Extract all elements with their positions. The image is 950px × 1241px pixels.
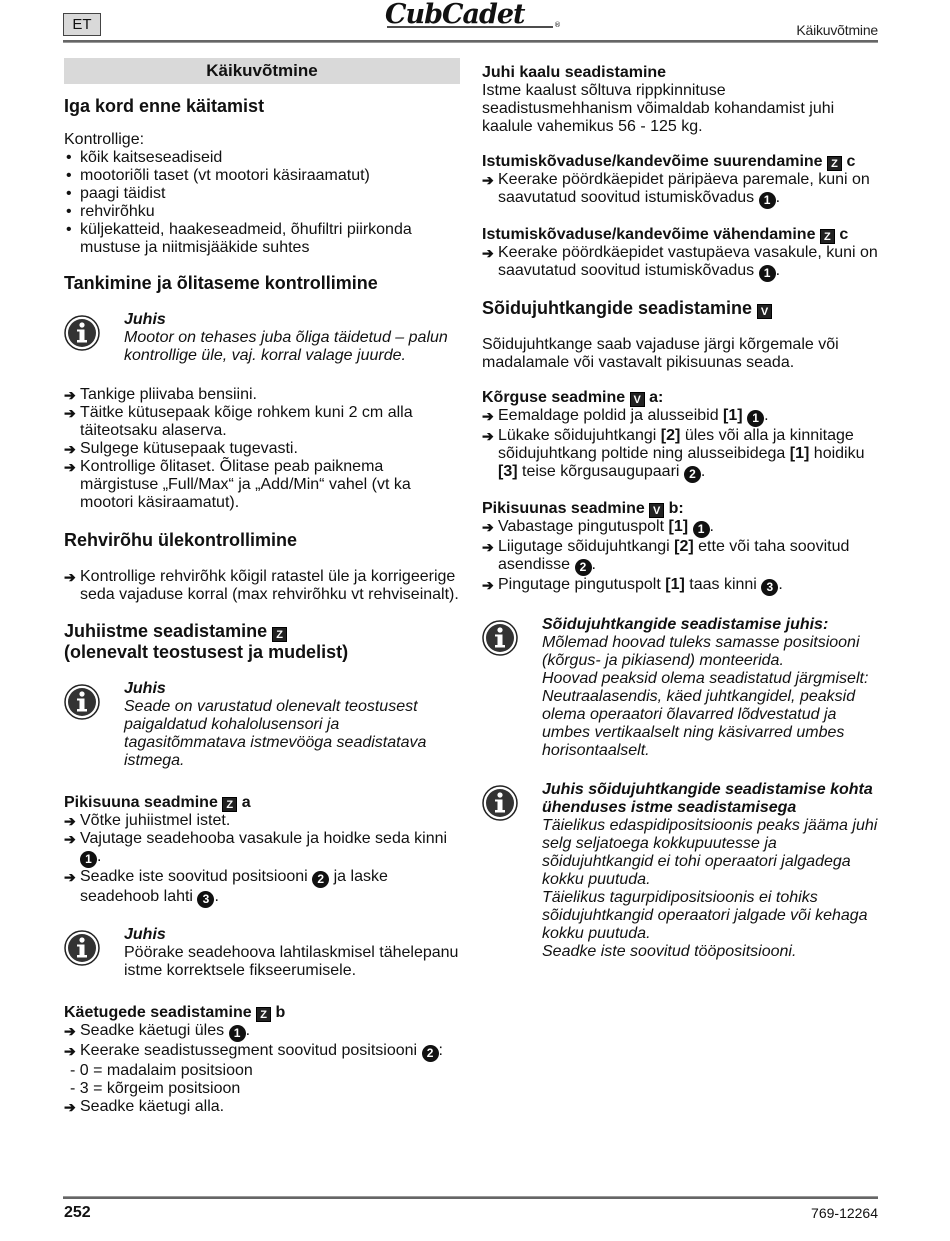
step: ➔ Pingutage pingutuspolt [1] taas kinni 3 . — [482, 576, 783, 594]
heading-height: Kõrguse seadmine V a: — [482, 389, 664, 406]
arrow-icon: ➔ — [482, 408, 494, 424]
note-box — [482, 616, 880, 760]
callout-number: 2 — [312, 871, 329, 888]
info-icon — [64, 311, 124, 365]
note-text: Seadke iste soovitud tööpositsiooni. — [542, 943, 797, 960]
weight-text: Istme kaalust sõltuva rippkinnituse seadistusmehhanism võimaldab kohandamist juhi kaalule vahemikus 56 - 125 kg. — [482, 82, 835, 135]
note-box — [482, 781, 880, 961]
heading-weight: Juhi kaalu seadistamine — [482, 64, 667, 81]
heading-fuel: Tankimine ja õlitaseme kontrollimine — [64, 273, 378, 293]
note-box — [64, 680, 460, 770]
note-text: Hoovad peaksid olema seadistatud järgmiselt: — [542, 670, 869, 687]
arrow-icon: ➔ — [64, 569, 76, 585]
check-intro: Kontrollige: — [64, 131, 145, 148]
step: ➔ Lükake sõidujuhtkangi [2] üles või alla ja kinnitage sõidujuhtkang poltide ning alusseibidega [1] hoidiku [3] teise kõrgusaugupaari 2 . — [482, 427, 865, 481]
list-item: • rehvirõhku — [64, 203, 460, 221]
note-text: Pöörake seadehoova lahtilaskmisel tähelepanu istme korrektsele fikseerumisele. — [124, 944, 459, 979]
note-text: Seade on varustatud olenevalt teostusest paigaldatud kohalolusensori ja tagasitõmmatava istmevööga seadistatava istmega. — [124, 698, 427, 769]
step: ➔ Keerake pöördkäepidet päripäeva paremale, kuni on saavutatud soovitud istumiskõvadus 1 . — [482, 171, 870, 207]
note-text: Mootor on tehases juba õliga täidetud – palun kontrollige üle, vaj. korral valage juurde. — [124, 329, 448, 364]
left-column — [64, 58, 460, 1116]
list-item: • kõik kaitseseadiseid — [64, 149, 460, 167]
arrow-icon: ➔ — [482, 428, 494, 444]
figure-tag: Z — [256, 1007, 271, 1022]
callout-number: 1 — [693, 521, 710, 538]
arrow-icon: ➔ — [64, 459, 76, 475]
list-item: - 0 = madalaim positsioon — [70, 1062, 253, 1079]
figure-tag: V — [649, 503, 664, 518]
heading-armrest: Käetugede seadistamine Z b — [64, 1004, 286, 1021]
step: ➔ Vabastage pingutuspolt [1] 1 . — [482, 518, 714, 536]
fuel-steps — [64, 386, 460, 512]
arrow-icon: ➔ — [64, 869, 76, 885]
height-steps — [482, 407, 880, 483]
note-text: Neutraalasendis, käed juhtkangidel, peaksid olema operaatori õlavarred lõdvestatud ja umbes vertikaalselt ning käsivarred umbes horisontaalselt. — [542, 688, 856, 759]
arrow-icon: ➔ — [64, 813, 76, 829]
info-icon — [482, 781, 542, 961]
step: ➔ Kontrollige rehvirõhk kõigil ratastel üle ja korrigeerige seda vajaduse korral (max rehvirõhku vt rehviseinalt). — [64, 568, 459, 603]
heading-levers: Sõidujuhtkangide seadistamine V — [482, 298, 880, 319]
heading-longitudinal-levers: Pikisuunas seadmine V b: — [482, 500, 684, 517]
heading-tyre: Rehvirõhu ülekontrollimine — [64, 530, 298, 550]
arrow-icon: ➔ — [482, 539, 494, 555]
arrow-icon: ➔ — [64, 1099, 76, 1115]
check-list — [64, 149, 460, 257]
step: ➔ Tankige pliivaba bensiini. — [64, 386, 257, 403]
footer-rule — [63, 1196, 878, 1199]
step: ➔ Seadke iste soovitud positsiooni 2 ja laske seadehoob lahti 3 . — [64, 868, 388, 906]
right-column — [482, 64, 880, 961]
figure-tag: Z — [222, 797, 237, 812]
callout-number: 1 — [229, 1025, 246, 1042]
arrow-icon: ➔ — [64, 387, 76, 403]
longitudinal-lever-steps — [482, 518, 880, 596]
step: ➔ Seadke käetugi alla. — [64, 1098, 225, 1115]
note-text: Mõlemad hoovad tuleks samasse positsiooni (kõrgus- ja pikiasend) monteerida. — [542, 634, 860, 669]
list-item: - 3 = kõrgeim positsioon — [70, 1080, 241, 1097]
callout-number: 1 — [759, 192, 776, 209]
note-title: Juhis sõidujuhtkangide seadistamise kohta ühenduses istme seadistamisega — [542, 781, 873, 816]
callout-number: 2 — [684, 466, 701, 483]
language-badge: ET — [63, 13, 101, 36]
heading-seat: Juhiistme seadistamine Z (olenevalt teostusest ja mudelist) — [64, 621, 349, 662]
heading-before-operation: Iga kord enne käitamist — [64, 96, 265, 116]
step: ➔ Liigutage sõidujuhtkangi [2] ette või taha soovitud asendisse 2 . — [482, 538, 850, 574]
step: ➔ Keerake seadistussegment soovitud positsiooni 2 : — [64, 1042, 443, 1060]
brand-logo — [383, 0, 563, 34]
note-title: Juhis — [124, 926, 166, 943]
note-title: Sõidujuhtkangide seadistamise juhis: — [542, 616, 829, 633]
note-box — [64, 926, 460, 980]
callout-number: 1 — [80, 851, 97, 868]
callout-number: 2 — [575, 559, 592, 576]
figure-tag: Z — [820, 229, 835, 244]
svg-text:CubCadet: CubCadet — [385, 0, 525, 30]
step: ➔ Täitke kütusepaak kõige rohkem kuni 2 cm alla täiteotsaku alaserva. — [64, 404, 413, 439]
arrow-icon: ➔ — [482, 172, 494, 188]
arrow-icon: ➔ — [64, 405, 76, 421]
figure-tag: V — [630, 392, 645, 407]
arrow-icon: ➔ — [64, 1043, 76, 1059]
heading-increase: Istumiskõvaduse/kandevõime suurendamine Z c — [482, 153, 856, 170]
step: ➔ Võtke juhiistmel istet. — [64, 812, 231, 829]
svg-text:®: ® — [554, 21, 561, 29]
step: ➔ Kontrollige õlitaset. Õlitase peab paiknema märgistuse „Full/Max“ ja „Add/Min“ vahel (vt ka mootori käsiraamatut). — [64, 458, 411, 511]
header-rule — [63, 40, 878, 43]
step: ➔ Eemaldage poldid ja alusseibid [1] 1 . — [482, 407, 769, 425]
list-item: • mootoriõli taset (vt mootori käsiraamatut) — [64, 167, 460, 185]
callout-number: 3 — [761, 579, 778, 596]
running-section-title: Käikuvõtmine — [796, 22, 878, 38]
info-icon — [482, 616, 542, 760]
page-title: Käikuvõtmine — [64, 58, 460, 84]
figure-tag: V — [757, 304, 772, 319]
callout-number: 1 — [759, 265, 776, 282]
figure-tag: Z — [827, 156, 842, 171]
note-title: Juhis — [124, 680, 166, 697]
arrow-icon: ➔ — [482, 519, 494, 535]
step: ➔ Vajutage seadehooba vasakule ja hoidke seda kinni 1 . — [64, 830, 448, 866]
note-text: Täielikus edaspidipositsioonis peaks jääma juhi selg seljatoega kokkupuutesse ja sõidujuhtkangid ei tohi operaatori jalgadega kokku puutuda. — [542, 817, 878, 888]
list-item: • paagi täidist — [64, 185, 460, 203]
arrow-icon: ➔ — [64, 441, 76, 457]
arrow-icon: ➔ — [64, 1023, 76, 1039]
note-text: Täielikus tagurpidipositsioonis ei tohiks sõidujuhtkangid operaatori jalgade või kehaga kokku puutuda. — [542, 889, 868, 942]
callout-number: 1 — [747, 410, 764, 427]
arrow-icon: ➔ — [482, 577, 494, 593]
levers-text: Sõidujuhtkange saab vajaduse järgi kõrgemale või madalamale või vastavalt pikisuunas seada. — [482, 336, 839, 371]
step: ➔ Keerake pöördkäepidet vastupäeva vasakule, kuni on saavutatud soovitud istumiskõvadus 1 . — [482, 244, 878, 280]
callout-number: 2 — [422, 1045, 439, 1062]
figure-tag: Z — [272, 627, 287, 642]
heading-longitudinal: Pikisuuna seadmine Z a — [64, 794, 251, 811]
arrow-icon: ➔ — [482, 245, 494, 261]
info-icon — [64, 680, 124, 770]
note-title: Juhis — [124, 311, 166, 328]
step: ➔ Sulgege kütusepaak tugevasti. — [64, 440, 298, 457]
note-box — [64, 311, 460, 365]
info-icon — [64, 926, 124, 980]
longitudinal-steps — [64, 812, 460, 908]
document-number: 769-12264 — [811, 1205, 878, 1221]
heading-decrease: Istumiskõvaduse/kandevõime vähendamine Z c — [482, 226, 849, 243]
arrow-icon: ➔ — [64, 831, 76, 847]
callout-number: 3 — [197, 891, 214, 908]
list-item: • küljekatteid, haakeseadmeid, õhufiltri piirkonda mustuse ja niitmisjääkide suhtes — [64, 221, 460, 257]
page-number: 252 — [64, 1204, 91, 1221]
armrest-steps — [64, 1022, 460, 1116]
step: ➔ Seadke käetugi üles 1 . — [64, 1022, 251, 1040]
